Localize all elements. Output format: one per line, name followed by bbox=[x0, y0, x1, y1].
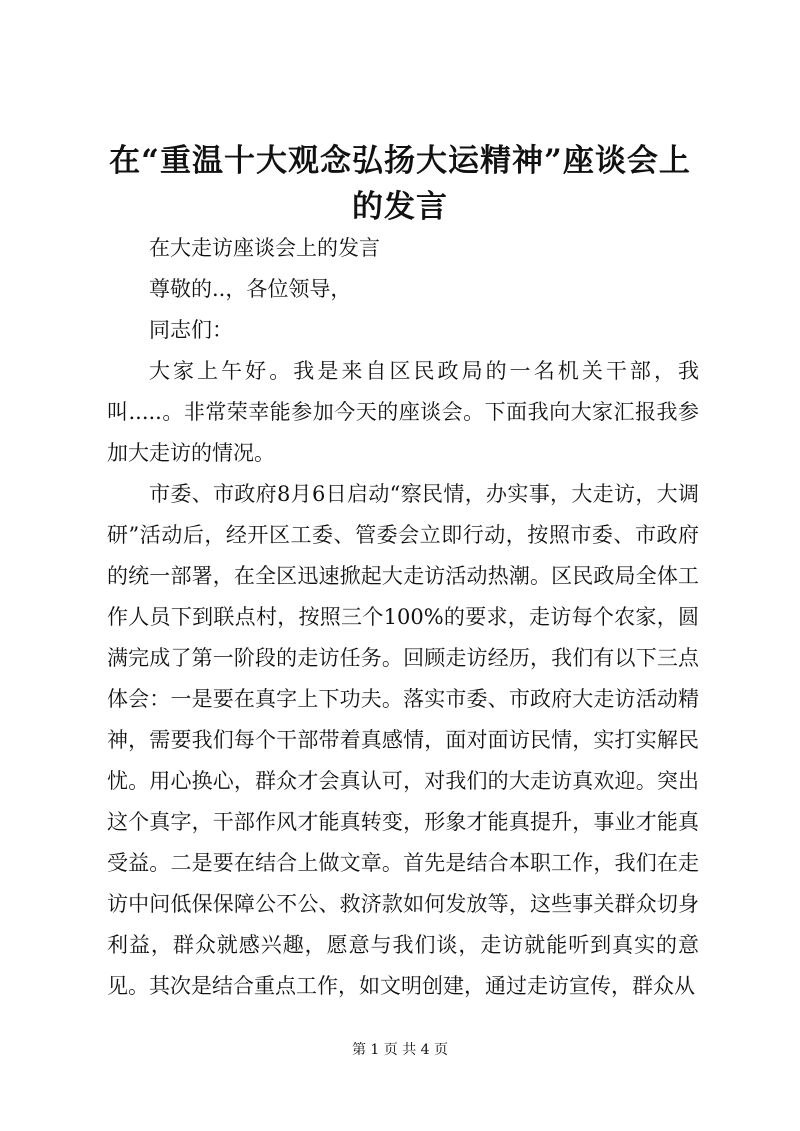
subtitle-paragraph: 在大走访座谈会上的发言 bbox=[149, 236, 380, 260]
address-paragraph: 同志们： bbox=[149, 318, 233, 342]
body-paragraph: 市委、市政府8月6日启动“察民情，办实事，大走访，大调研”活动后，经开区工委、管委会立即行动，按照市委、市政府的统一部署，在全区迅速掀起大走访活动热潮。区民政局全体工作人员下到联点村，按照三个100%的要求，走访每个农家，圆满完成了第一阶段的走访任务。回顾走访经历，我们有以下三点体会：一是要在真字上下功夫。落实市委、市政府大走访活动精神，需要我们每个干部带着真感情，面对面访民情，实打实解民忧。用心换心，群众才会真认可，对我们的大走访真欢迎。突出这个真字，干部作风才能真转变，形象才能真提升，事业才能真受益。二是要在结合上做文章。首先是结合本职工作，我们在走访中问低保保障公不公、救济款如何发放等，这些事关群众切身利益，群众就感兴趣，愿意与我们谈，走访就能听到真实的意见。其次是结合重点工作，如文明创建，通过走访宣传，群众从 bbox=[107, 482, 699, 998]
body-paragraph: 大家上午好。我是来自区民政局的一名机关干部，我叫.....。非常荣幸能参加今天的座谈会。下面我向大家汇报我参加大走访的情况。 bbox=[107, 359, 699, 465]
document-title: 在“重温十大观念弘扬大运精神”座谈会上的发言 bbox=[109, 143, 691, 225]
document-body bbox=[107, 228, 699, 1007]
page-footer: 第 1 页 共 4 页 bbox=[351, 1042, 449, 1058]
salutation-paragraph: 尊敬的..，各位领导， bbox=[149, 277, 352, 301]
